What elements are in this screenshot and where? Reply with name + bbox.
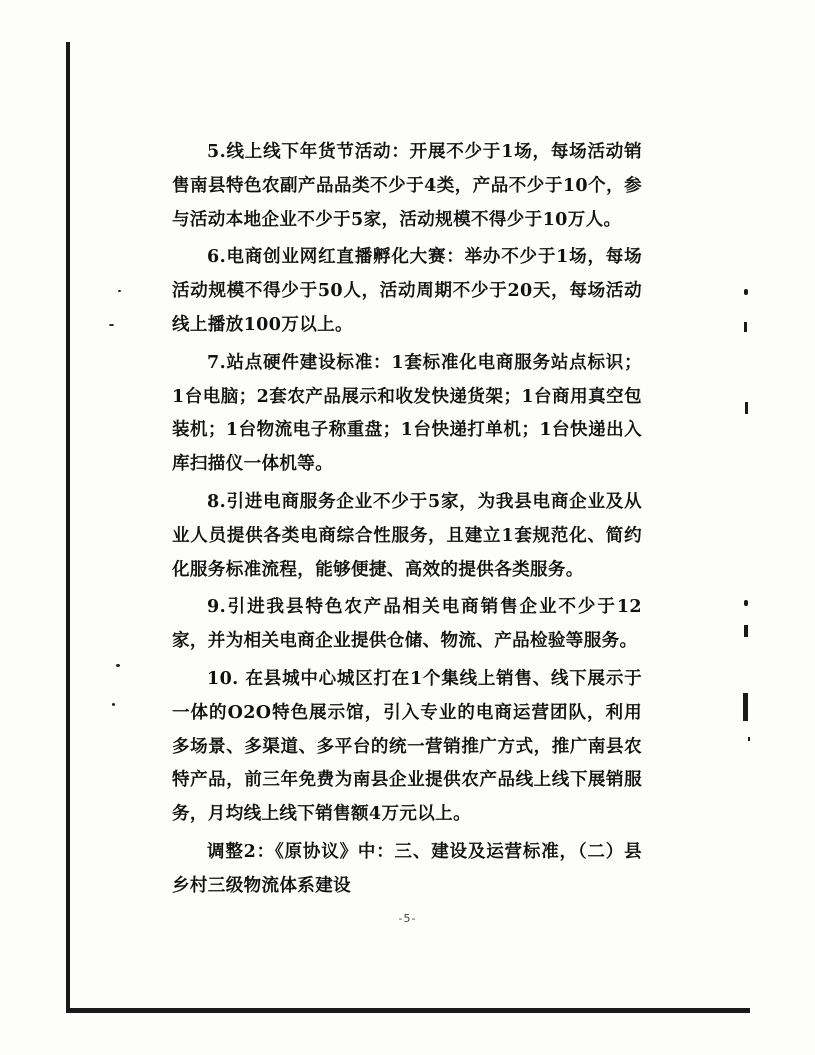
- item-heading: 站点硬件建设标准：: [226, 352, 392, 373]
- item-number: 6.: [207, 247, 227, 268]
- item-body: 在县城中心城区打在1个集线上销售、线下展示于一体的O2O特色展示馆，引入专业的电商运营团队，利用多场景、多渠道、多平台的统一营销推广方式，推广南县农特产品，前三年免费为南县企业提供农产品线上线下展销服务，月均线上线下销售额4万元以上。: [172, 668, 642, 825]
- scan-speck: [109, 324, 114, 326]
- document-body: [172, 136, 642, 908]
- scan-bottom-border: [66, 1008, 750, 1013]
- item-number: 5.: [207, 142, 227, 162]
- item-heading: 线上线下年货节活动：: [226, 142, 410, 162]
- scan-edge-mark: [744, 625, 748, 637]
- scan-edge-mark: [743, 693, 748, 721]
- scan-speck: [116, 664, 120, 667]
- scan-left-border: [66, 42, 70, 1012]
- scan-edge-mark: [744, 600, 748, 606]
- paragraph-adjustment-2: [172, 836, 642, 904]
- item-number: 10.: [207, 668, 239, 689]
- item-number: 9.: [207, 597, 227, 618]
- paragraph-item-8: [172, 486, 642, 587]
- item-number: 8.: [207, 491, 227, 512]
- adjustment-body: 《原协议》中：三、建设及运营标准，（二）县乡村三级物流体系建设: [172, 841, 642, 896]
- item-number: 7.: [207, 352, 227, 373]
- paragraph-item-5: [172, 136, 642, 237]
- scan-edge-mark: [744, 322, 747, 332]
- item-heading: 电商创业网红直播孵化大赛：: [226, 247, 465, 268]
- scan-edge-mark: [745, 402, 748, 414]
- scan-edge-mark: [744, 289, 748, 295]
- item-body: 引进我县特色农产品相关电商销售企业不少于12家，并为相关电商企业提供仓储、物流、产品检验等服务。: [172, 597, 642, 652]
- scan-edge-mark: [748, 737, 750, 741]
- item-body: 引进电商服务企业不少于5家，为我县电商企业及从业人员提供各类电商综合性服务，且建立1套规范化、简约化服务标准流程，能够便捷、高效的提供各类服务。: [172, 491, 642, 580]
- scan-speck: [118, 290, 121, 292]
- scan-speck: [112, 703, 115, 706]
- page-number: -5-: [398, 912, 417, 925]
- paragraph-item-9: [172, 591, 642, 659]
- item-body: 开展不少于1场，每场活动销售南县特色农副产品品类不少于4类，产品不少于10个，参与活动本地企业不少于5家，活动规模不得少于10万人。: [172, 142, 642, 230]
- item-body: 举办不少于1场，每场活动规模不得少于50人，活动周期不少于20天，每场活动线上播放100万以上。: [172, 247, 642, 335]
- paragraph-item-7: [172, 347, 642, 482]
- paragraph-item-6: [172, 241, 642, 342]
- adjustment-heading: 调整2：: [207, 841, 275, 862]
- paragraph-item-10: [172, 663, 642, 832]
- item-body: 1套标准化电商服务站点标识；1台电脑；2套农产品展示和收发快递货架；1台商用真空包装机；1台物流电子称重盘；1台快递打单机；1台快递出入库扫描仪一体机等。: [172, 352, 642, 475]
